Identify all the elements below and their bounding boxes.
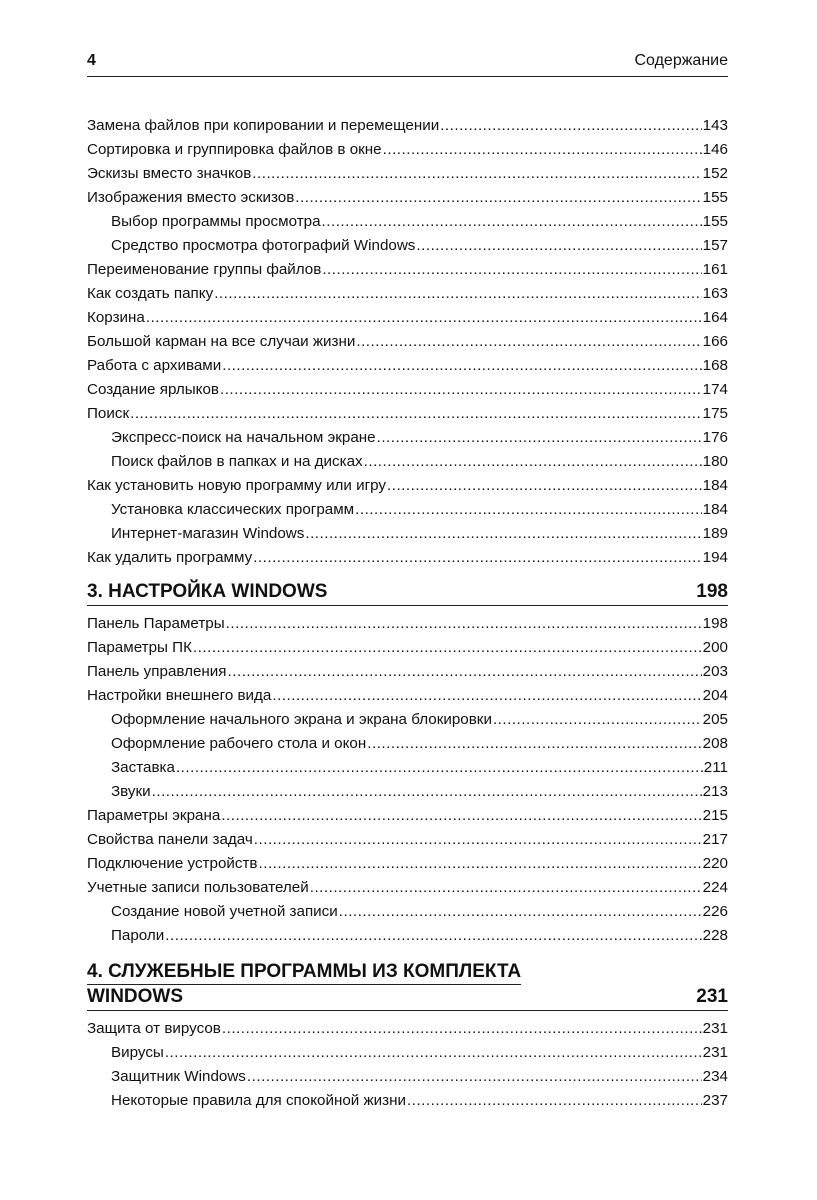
chapter-page: 198 — [696, 581, 728, 602]
toc-entry-page: 231 — [702, 1020, 728, 1037]
dot-leader — [130, 402, 702, 426]
dot-leader — [322, 210, 702, 234]
toc-entry-title: Переименование группы файлов — [87, 261, 322, 278]
toc-entry-page: 234 — [702, 1068, 728, 1085]
toc-entry-page: 204 — [702, 687, 728, 704]
toc-entry-title: Защита от вирусов — [87, 1020, 221, 1037]
toc-entry-title: Некоторые правила для спокойной жизни — [111, 1092, 406, 1109]
toc-entry-title: Оформление начального экрана и экрана блокировки — [111, 711, 492, 728]
dot-leader — [252, 162, 701, 186]
toc-entry[interactable] — [87, 780, 728, 804]
toc-entry[interactable] — [87, 306, 728, 330]
toc-entry-title: Настройки внешнего вида — [87, 687, 272, 704]
dot-leader — [377, 426, 702, 450]
toc-entry-page: 220 — [702, 855, 728, 872]
page-header — [87, 50, 728, 77]
toc-entry[interactable] — [87, 186, 728, 210]
table-of-contents — [87, 114, 728, 1113]
dot-leader — [193, 636, 702, 660]
toc-entry-title: Оформление рабочего стола и окон — [111, 735, 367, 752]
dot-leader — [247, 1065, 702, 1089]
dot-leader — [305, 522, 701, 546]
dot-leader — [416, 234, 701, 258]
dot-leader — [387, 474, 702, 498]
toc-entry-page: 184 — [702, 501, 728, 518]
toc-entry-page: 226 — [702, 903, 728, 920]
toc-entry-title: Вирусы — [111, 1044, 164, 1061]
dot-leader — [253, 546, 701, 570]
dot-leader — [295, 186, 701, 210]
dot-leader — [310, 876, 702, 900]
toc-entry[interactable] — [87, 612, 728, 636]
toc-entry[interactable] — [87, 1017, 728, 1041]
toc-entry[interactable] — [87, 900, 728, 924]
dot-leader — [355, 498, 702, 522]
toc-entry-page: 157 — [702, 237, 728, 254]
toc-entry-title: Параметры экрана — [87, 807, 221, 824]
toc-entry[interactable] — [87, 1041, 728, 1065]
dot-leader — [226, 612, 702, 636]
toc-entry-page: 176 — [702, 429, 728, 446]
toc-entry-title: Большой карман на все случаи жизни — [87, 333, 356, 350]
toc-entry-page: 189 — [702, 525, 728, 542]
toc-entry[interactable] — [87, 210, 728, 234]
toc-entry-page: 184 — [702, 477, 728, 494]
toc-entry[interactable] — [87, 660, 728, 684]
toc-entry-page: 224 — [702, 879, 728, 896]
toc-entry-page: 180 — [702, 453, 728, 470]
toc-entry-title: Создание новой учетной записи — [111, 903, 338, 920]
toc-entry-title: Подключение устройств — [87, 855, 258, 872]
toc-entry[interactable] — [87, 378, 728, 402]
toc-entry[interactable] — [87, 546, 728, 570]
toc-entry-page: 194 — [702, 549, 728, 566]
toc-entry-title: Звуки — [111, 783, 151, 800]
toc-entry-title: Поиск — [87, 405, 130, 422]
toc-entry[interactable] — [87, 756, 728, 780]
dot-leader — [222, 1017, 702, 1041]
toc-entry-title: Учетные записи пользователей — [87, 879, 309, 896]
toc-entry[interactable] — [87, 282, 728, 306]
toc-entry-page: 155 — [702, 213, 728, 230]
toc-entry-page: 217 — [702, 831, 728, 848]
dot-leader — [146, 306, 702, 330]
toc-entry-title: Защитник Windows — [111, 1068, 246, 1085]
toc-entry[interactable] — [87, 804, 728, 828]
toc-entry[interactable] — [87, 636, 728, 660]
toc-entry-page: 168 — [702, 357, 728, 374]
toc-entry-title: Поиск файлов в папках и на дисках — [111, 453, 363, 470]
toc-entry-title: Как создать папку — [87, 285, 214, 302]
dot-leader — [214, 282, 701, 306]
toc-entry[interactable] — [87, 330, 728, 354]
toc-entry-title: Изображения вместо эскизов — [87, 189, 295, 206]
toc-entry-title: Свойства панели задач — [87, 831, 253, 848]
toc-entry[interactable] — [87, 162, 728, 186]
toc-entry-page: 203 — [702, 663, 728, 680]
dot-leader — [364, 450, 702, 474]
toc-entry[interactable] — [87, 1089, 728, 1113]
toc-entry[interactable] — [87, 708, 728, 732]
toc-entry-title: Как удалить программу — [87, 549, 253, 566]
dot-leader — [152, 780, 702, 804]
chapter-3-heading[interactable] — [87, 580, 728, 606]
toc-entry-page: 205 — [702, 711, 728, 728]
toc-entry-title: Корзина — [87, 309, 145, 326]
toc-entry[interactable] — [87, 474, 728, 498]
toc-entry-page: 143 — [702, 117, 728, 134]
toc-section-c — [87, 1017, 728, 1113]
toc-entry[interactable] — [87, 828, 728, 852]
toc-entry-title: Работа с архивами — [87, 357, 222, 374]
toc-entry-page: 164 — [702, 309, 728, 326]
toc-entry-title: Замена файлов при копировании и перемещении — [87, 117, 440, 134]
toc-entry-page: 198 — [702, 615, 728, 632]
dot-leader — [221, 804, 701, 828]
dot-leader — [493, 708, 702, 732]
toc-entry-title: Пароли — [111, 927, 165, 944]
toc-entry-title: Эскизы вместо значков — [87, 165, 252, 182]
toc-entry-page: 215 — [702, 807, 728, 824]
dot-leader — [356, 330, 701, 354]
dot-leader — [383, 138, 702, 162]
toc-section-b — [87, 612, 728, 948]
toc-entry-title: Интернет-магазин Windows — [111, 525, 305, 542]
toc-entry-page: 152 — [702, 165, 728, 182]
toc-entry[interactable] — [87, 258, 728, 282]
toc-entry[interactable] — [87, 684, 728, 708]
dot-leader — [176, 756, 703, 780]
dot-leader — [165, 1041, 702, 1065]
toc-entry[interactable] — [87, 522, 728, 546]
toc-entry[interactable] — [87, 354, 728, 378]
dot-leader — [259, 852, 702, 876]
dot-leader — [367, 732, 701, 756]
toc-entry-title: Как установить новую программу или игру — [87, 477, 387, 494]
dot-leader — [407, 1089, 702, 1113]
chapter-title: 3. НАСТРОЙКА WINDOWS — [87, 581, 328, 602]
toc-entry-title: Выбор программы просмотра — [111, 213, 321, 230]
toc-entry[interactable] — [87, 426, 728, 450]
toc-entry-page: 213 — [702, 783, 728, 800]
toc-entry-title: Сортировка и группировка файлов в окне — [87, 141, 382, 158]
toc-entry-page: 228 — [702, 927, 728, 944]
dot-leader — [222, 354, 701, 378]
toc-entry-page: 161 — [702, 261, 728, 278]
toc-entry[interactable] — [87, 924, 728, 948]
dot-leader — [254, 828, 702, 852]
dot-leader — [339, 900, 702, 924]
running-title: Содержание — [634, 52, 728, 69]
toc-entry[interactable] — [87, 234, 728, 258]
chapter-page: 231 — [696, 986, 728, 1007]
dot-leader — [165, 924, 701, 948]
toc-entry-title: Установка классических программ — [111, 501, 355, 518]
toc-entry[interactable] — [87, 450, 728, 474]
toc-entry-page: 174 — [702, 381, 728, 398]
toc-entry-page: 163 — [702, 285, 728, 302]
toc-entry[interactable] — [87, 1065, 728, 1089]
toc-entry-page: 175 — [702, 405, 728, 422]
page-number: 4 — [87, 52, 96, 69]
dot-leader — [272, 684, 701, 708]
dot-leader — [228, 660, 702, 684]
toc-entry[interactable] — [87, 852, 728, 876]
toc-entry-page: 155 — [702, 189, 728, 206]
toc-entry[interactable] — [87, 876, 728, 900]
toc-entry[interactable] — [87, 402, 728, 426]
toc-entry[interactable] — [87, 138, 728, 162]
toc-entry-page: 146 — [702, 141, 728, 158]
toc-entry[interactable] — [87, 114, 728, 138]
dot-leader — [322, 258, 701, 282]
toc-entry-title: Заставка — [111, 759, 175, 776]
dot-leader — [440, 114, 701, 138]
chapter-title-line1: 4. СЛУЖЕБНЫЕ ПРОГРАММЫ ИЗ КОМПЛЕКТА — [87, 960, 521, 985]
toc-entry-page: 231 — [702, 1044, 728, 1061]
toc-entry-page: 211 — [703, 759, 728, 776]
toc-entry-page: 237 — [702, 1092, 728, 1109]
chapter-title-line2: WINDOWS — [87, 986, 184, 1007]
toc-entry[interactable] — [87, 732, 728, 756]
toc-entry-title: Средство просмотра фотографий Windows — [111, 237, 416, 254]
toc-entry-page: 166 — [702, 333, 728, 350]
toc-entry-title: Панель управления — [87, 663, 227, 680]
toc-entry-title: Экспресс-поиск на начальном экране — [111, 429, 376, 446]
toc-entry-title: Параметры ПК — [87, 639, 192, 656]
toc-entry-page: 208 — [702, 735, 728, 752]
toc-entry-title: Панель Параметры — [87, 615, 225, 632]
chapter-4-heading[interactable] — [87, 960, 728, 1011]
toc-entry[interactable] — [87, 498, 728, 522]
toc-section-a — [87, 114, 728, 570]
toc-entry-page: 200 — [702, 639, 728, 656]
dot-leader — [220, 378, 702, 402]
toc-entry-title: Создание ярлыков — [87, 381, 219, 398]
